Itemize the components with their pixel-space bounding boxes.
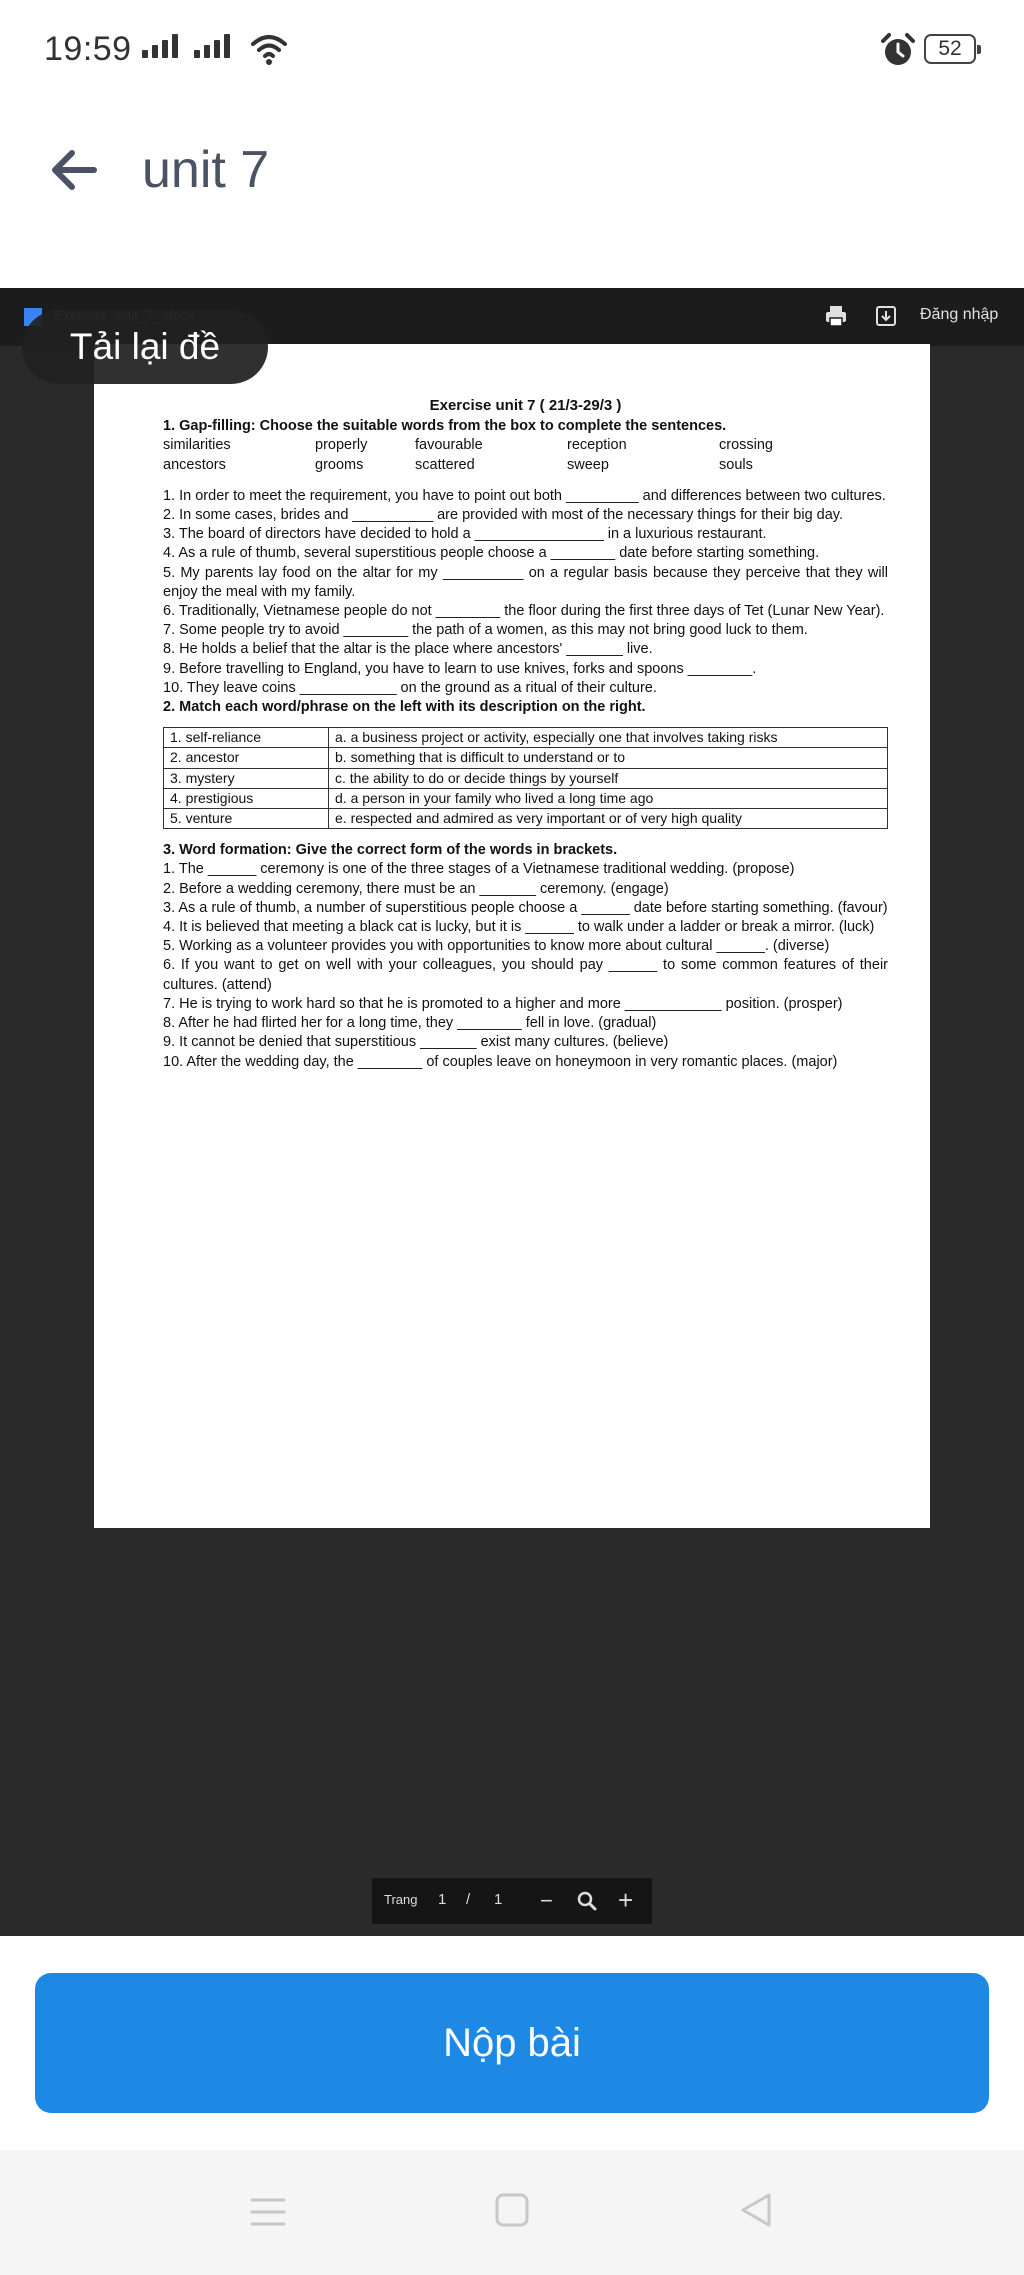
word-box-item: ancestors	[163, 456, 226, 473]
zoom-icon[interactable]	[576, 1890, 598, 1912]
question: 3. As a rule of thumb, a number of superstitious people choose a ______ date before starting something. (favour)	[163, 899, 888, 916]
wifi-icon	[250, 32, 288, 66]
word-box	[163, 436, 888, 474]
question: 9. It cannot be denied that superstitious _______ exist many cultures. (believe)	[163, 1034, 669, 1051]
question: 7. Some people try to avoid ________ the path of a women, as this may not bring good luck to them.	[163, 622, 808, 639]
question: 6. Traditionally, Vietnamese people do not ________ the floor during the first three days of Tet (Lunar New Year).	[163, 603, 885, 620]
arrow-left-icon[interactable]	[44, 140, 104, 200]
home-icon[interactable]	[494, 2192, 530, 2228]
question: 5. My parents lay food on the altar for my __________ on a regular basis because they perceive that they will enjoy the meal with my family.	[163, 564, 888, 600]
page-total: 1	[494, 1891, 503, 1908]
signal-icon	[142, 34, 178, 58]
section-2-heading: 2. Match each word/phrase on the left with its description on the right.	[163, 699, 646, 716]
table-cell: b. something that is difficult to understand or to	[329, 748, 888, 768]
section-1-heading: 1. Gap-filling: Choose the suitable words from the box to complete the sentences.	[163, 418, 727, 435]
table-row	[164, 748, 888, 768]
table-row	[164, 768, 888, 788]
document-page	[94, 344, 930, 1528]
submit-area	[0, 1936, 1024, 2150]
table-cell: 3. mystery	[164, 768, 329, 788]
alarm-icon	[880, 32, 916, 68]
app-header	[0, 100, 1024, 288]
page-label: Trang	[384, 1892, 418, 1907]
question: 4. It is believed that meeting a black cat is lucky, but it is ______ to walk under a ladder or break a mirror. (luck)	[163, 919, 875, 936]
page-separator: /	[466, 1891, 471, 1908]
word-box-item: grooms	[315, 456, 364, 473]
table-row	[164, 788, 888, 808]
table-cell: 5. venture	[164, 809, 329, 829]
word-box-item: sweep	[567, 456, 609, 473]
question: 5. Working as a volunteer provides you with opportunities to know more about cultural ______. (diverse)	[163, 938, 830, 955]
zoom-in-button[interactable]: +	[618, 1885, 634, 1915]
question: 8. After he had flirted her for a long time, they ________ fell in love. (gradual)	[163, 1015, 657, 1032]
submit-button[interactable]: Nộp bài	[35, 1973, 989, 2113]
signal-icon-2	[194, 34, 230, 58]
reload-button[interactable]: Tải lại đề	[22, 310, 268, 384]
document-viewer[interactable]	[0, 288, 1024, 1936]
matching-table	[163, 727, 888, 829]
exercise-title: Exercise unit 7 ( 21/3-29/3 )	[429, 397, 622, 414]
word-box-item: reception	[567, 437, 627, 454]
zoom-out-button[interactable]: −	[540, 1888, 553, 1913]
page-current[interactable]: 1	[438, 1891, 447, 1908]
status-bar	[0, 0, 1024, 100]
word-box-item: crossing	[719, 437, 773, 454]
system-nav-bar	[0, 2150, 1024, 2275]
menu-icon[interactable]	[250, 2194, 286, 2230]
question: 8. He holds a belief that the altar is the place where ancestors' _______ live.	[163, 641, 653, 658]
table-cell: 4. prestigious	[164, 788, 329, 808]
question: 2. In some cases, brides and __________ are provided with most of the necessary things for their big day.	[163, 507, 844, 524]
table-cell: 1. self-reliance	[164, 728, 329, 748]
print-icon[interactable]	[824, 304, 848, 328]
word-box-item: properly	[315, 437, 368, 454]
question: 7. He is trying to work hard so that he is promoted to a higher and more ____________ position. (prosper)	[163, 995, 843, 1012]
question: 1. The ______ ceremony is one of the three stages of a Vietnamese traditional wedding. (propose)	[163, 861, 795, 878]
question: 10. They leave coins ____________ on the ground as a ritual of their culture.	[163, 679, 657, 696]
question: 9. Before travelling to England, you have to learn to use knives, forks and spoons ________.	[163, 660, 757, 677]
table-cell: a. a business project or activity, especially one that involves taking risks	[329, 728, 888, 748]
word-box-item: favourable	[415, 437, 483, 454]
sign-in-link[interactable]: Đăng nhập	[920, 306, 999, 323]
question: 2. Before a wedding ceremony, there must be an _______ ceremony. (engage)	[163, 880, 669, 897]
page-title: unit 7	[142, 141, 270, 199]
question: 10. After the wedding day, the ________ of couples leave on honeymoon in very romantic places. (major)	[163, 1053, 838, 1070]
table-cell: 2. ancestor	[164, 748, 329, 768]
word-box-item: scattered	[415, 456, 475, 473]
table-cell: d. a person in your family who lived a long time ago	[329, 788, 888, 808]
section-3-heading: 3. Word formation: Give the correct form of the words in brackets.	[163, 842, 618, 859]
question: 4. As a rule of thumb, several superstitious people choose a ________ date before starting something.	[163, 545, 820, 562]
word-box-item: similarities	[163, 437, 231, 454]
nav-back-icon[interactable]	[736, 2190, 776, 2230]
word-box-item: souls	[719, 456, 753, 473]
question: 6. If you want to get on well with your colleagues, you should pay ______ to some common features of their cultures. (attend)	[163, 957, 888, 993]
status-time: 19:59	[44, 30, 132, 68]
question: 1. In order to meet the requirement, you have to point out both _________ and differences between two cultures.	[163, 487, 886, 504]
question: 3. The board of directors have decided to hold a ________________ in a luxurious restaurant.	[163, 526, 767, 543]
download-icon[interactable]	[874, 304, 898, 328]
table-row	[164, 728, 888, 748]
table-cell: c. the ability to do or decide things by yourself	[329, 768, 888, 788]
table-cell: e. respected and admired as very important or of very high quality	[329, 809, 888, 829]
table-row	[164, 809, 888, 829]
battery-indicator: 52	[924, 34, 976, 64]
page-navigator	[372, 1878, 652, 1924]
